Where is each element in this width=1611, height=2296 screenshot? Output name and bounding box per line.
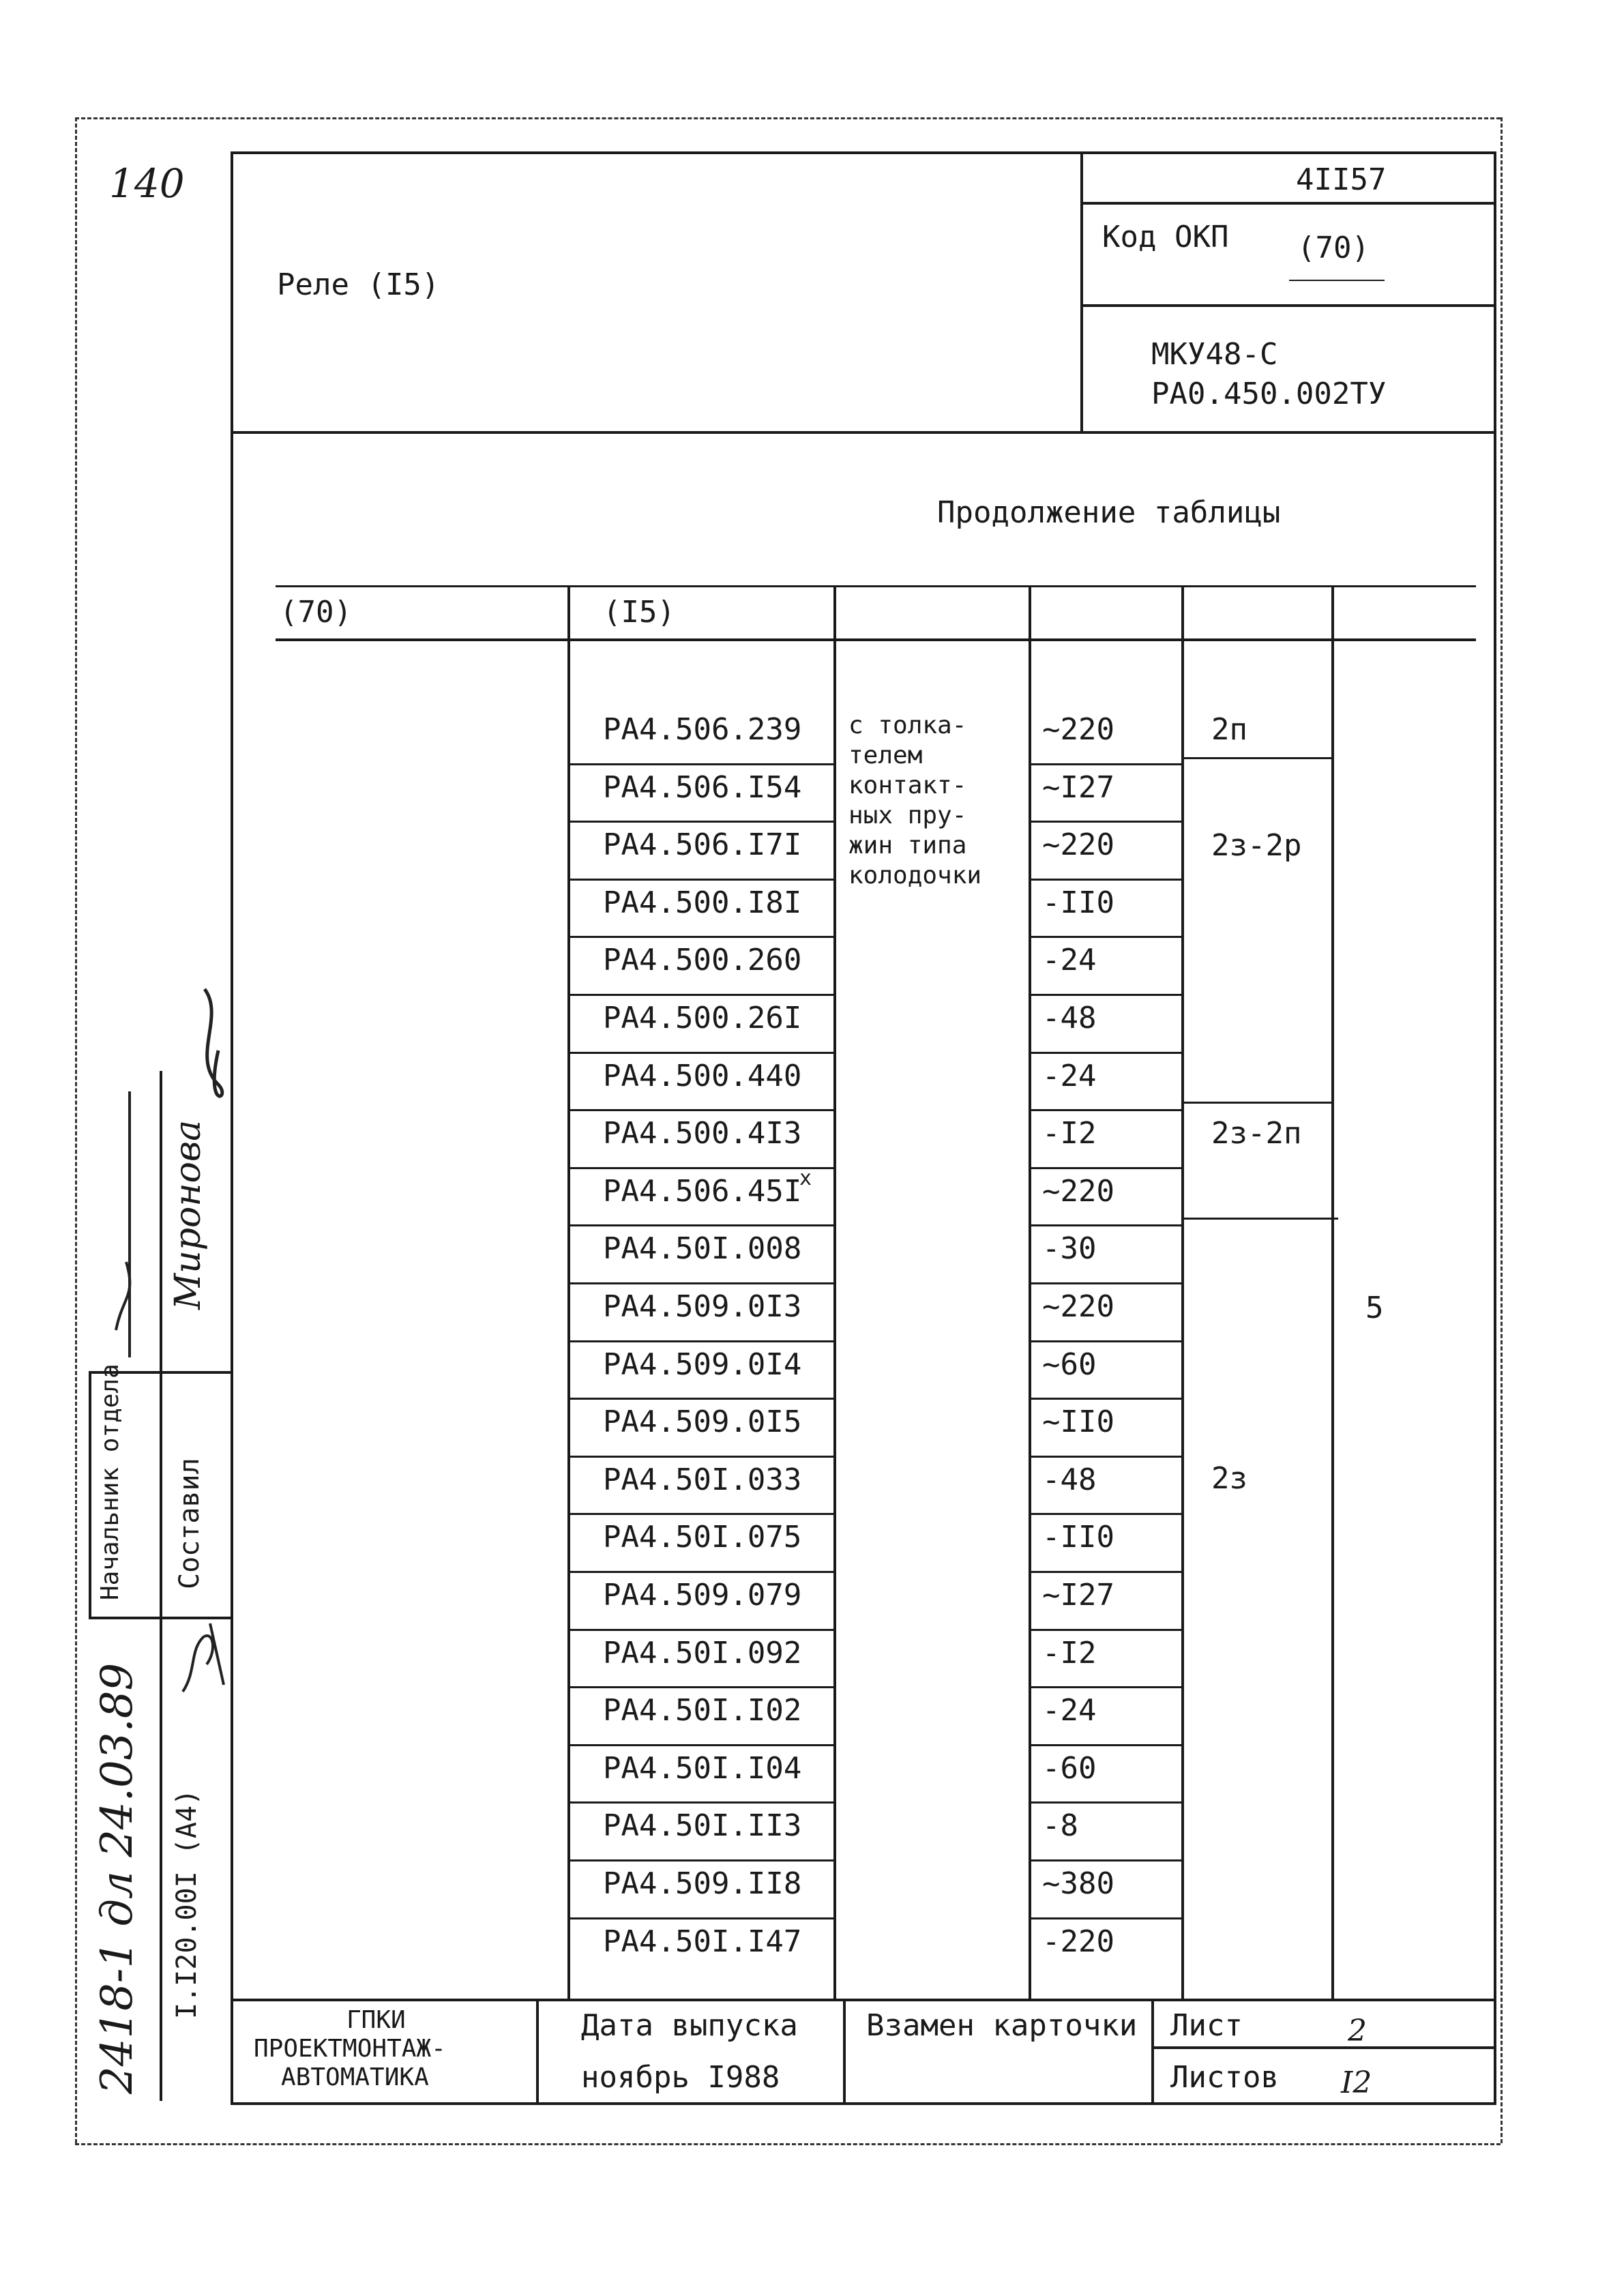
row-code: РА4.500.26I: [603, 1001, 802, 1035]
row-code: РА4.50I.II3: [603, 1808, 802, 1844]
row-voltage: -8: [1042, 1808, 1078, 1844]
col-line-1: [567, 585, 570, 1999]
row-line-voltage: [1029, 1109, 1181, 1111]
outer-frame-bottom: [75, 2143, 1501, 2145]
row-code: РА4.500.260: [603, 943, 802, 978]
row-code: РА4.509.0I4: [603, 1346, 802, 1382]
row-line-code: [567, 1513, 833, 1515]
row-line-voltage: [1029, 763, 1181, 765]
sheet-label: Лист: [1170, 2008, 1243, 2043]
footer-org-1: ГПКИ: [346, 2006, 406, 2034]
footer-sheet-line: [1151, 2046, 1496, 2049]
description-line: с толка-: [848, 711, 967, 739]
row-code: РА4.509.II8: [603, 1866, 802, 1901]
continuation-caption: Продолжение таблицы: [937, 495, 1281, 530]
row-voltage: ~220: [1042, 712, 1114, 747]
footer-col-1: [536, 1999, 539, 2105]
description-line: жин типа: [848, 831, 967, 859]
row-line-code: [567, 1686, 833, 1688]
description-line: телем: [848, 741, 923, 769]
row-line-voltage: [1029, 1224, 1181, 1226]
outer-frame-right: [1501, 117, 1503, 2143]
row-line-voltage: [1029, 1052, 1181, 1054]
row-voltage: -II0: [1042, 885, 1114, 920]
row-line-voltage: [1029, 1629, 1181, 1631]
row-voltage: -I2: [1042, 1116, 1097, 1151]
row-voltage: ~380: [1042, 1866, 1114, 1901]
row-code: РА4.50I.I04: [603, 1750, 802, 1786]
row-voltage: -24: [1042, 943, 1097, 978]
row-line-code: [567, 1744, 833, 1746]
row-superscript: x: [799, 1166, 812, 1190]
margin-line-outer: [89, 1371, 91, 1617]
row-code: РА4.509.0I5: [603, 1404, 802, 1440]
footer-col-3: [1151, 1999, 1154, 2105]
row-line-voltage: [1029, 879, 1181, 881]
row-line-code: [567, 1167, 833, 1169]
row-line-code: [567, 1340, 833, 1342]
signature-scribbles: [89, 975, 246, 1371]
sheets-label: Листов: [1170, 2060, 1279, 2095]
row-voltage: ~60: [1042, 1346, 1097, 1382]
okp-line: [1080, 304, 1496, 307]
okp-label: Код ОКП: [1102, 220, 1229, 254]
row-voltage: -24: [1042, 1693, 1097, 1728]
row-code: РА4.50I.I47: [603, 1924, 802, 1959]
group-value: 5: [1365, 1291, 1384, 1325]
row-line-code: [567, 936, 833, 938]
row-voltage: -I2: [1042, 1635, 1097, 1671]
row-voltage: -II0: [1042, 1520, 1114, 1555]
row-line-code: [567, 763, 833, 765]
row-voltage: -48: [1042, 1462, 1097, 1497]
row-line-voltage: [1029, 1859, 1181, 1861]
card-title: Реле (I5): [277, 267, 440, 302]
row-line-code: [567, 994, 833, 996]
description-line: ных пру-: [848, 801, 967, 829]
row-line-voltage: [1029, 1167, 1181, 1169]
outer-frame-left: [75, 117, 77, 2143]
row-line-voltage: [1029, 821, 1181, 823]
head-label: Начальник отдела: [96, 1364, 124, 1600]
header-divider: [1080, 151, 1083, 431]
contact-2p: 2п: [1211, 712, 1247, 747]
row-code: РА4.500.440: [603, 1058, 802, 1093]
contact-2z-2p: 2з-2п: [1211, 1116, 1302, 1151]
description-line: контакт-: [848, 771, 967, 799]
row-line-code: [567, 1052, 833, 1054]
header-col-70: (70): [280, 595, 352, 630]
header-col-15: (I5): [603, 595, 675, 630]
page-number: 140: [109, 160, 185, 207]
col-line-5: [1331, 585, 1334, 1999]
replaces-label: Взамен карточки: [866, 2008, 1138, 2043]
compiled-label: Составил: [174, 1458, 205, 1589]
table-header-line: [276, 638, 1476, 641]
card-frame: [231, 151, 1496, 2105]
row-code: РА4.500.I8I: [603, 885, 802, 920]
date-handwritten-note: 2418-1 дл 24.03.89: [92, 1662, 143, 2094]
footer-org-3: АВТОМАТИКА: [281, 2063, 429, 2091]
contacts-sep-1: [1181, 757, 1331, 759]
row-line-code: [567, 1917, 833, 1919]
row-line-voltage: [1029, 1340, 1181, 1342]
row-line-code: [567, 1224, 833, 1226]
row-line-voltage: [1029, 1686, 1181, 1688]
row-line-voltage: [1029, 1398, 1181, 1400]
row-voltage: -30: [1042, 1231, 1097, 1267]
contact-2z: 2з: [1211, 1461, 1247, 1496]
row-line-code: [567, 1109, 833, 1111]
row-line-code: [567, 1859, 833, 1861]
row-line-code: [567, 1801, 833, 1804]
row-code: РА4.509.0I3: [603, 1289, 802, 1324]
row-code: РА4.50I.008: [603, 1231, 802, 1267]
row-line-voltage: [1029, 1513, 1181, 1515]
row-line-code: [567, 1282, 833, 1284]
row-line-voltage: [1029, 1744, 1181, 1746]
format-note: I.I20.00I (А4): [171, 1789, 203, 2019]
row-voltage: ~220: [1042, 1289, 1114, 1324]
sheets-value: I2: [1341, 2065, 1372, 2100]
compiled-initials: [176, 1610, 231, 1705]
spec-line-2: РА0.450.002ТУ: [1151, 377, 1387, 411]
spec-line-1: МКУ48-С: [1151, 337, 1278, 372]
contacts-sep-3: [1181, 1218, 1338, 1220]
row-voltage: ~I27: [1042, 1578, 1114, 1613]
footer-top-line: [231, 1999, 1496, 2001]
row-code: РА4.506.I7I: [603, 827, 802, 863]
okp-code-underline: [1289, 280, 1385, 281]
row-voltage: ~I27: [1042, 769, 1114, 805]
row-code: РА4.506.45I: [603, 1173, 802, 1209]
row-line-voltage: [1029, 1917, 1181, 1919]
outer-frame-top: [75, 117, 1501, 119]
row-code: РА4.506.239: [603, 712, 802, 747]
okp-code: (70): [1297, 231, 1370, 265]
row-line-voltage: [1029, 994, 1181, 996]
row-voltage: -24: [1042, 1058, 1097, 1093]
row-voltage: -60: [1042, 1750, 1097, 1786]
issue-value: ноябрь I988: [581, 2060, 780, 2095]
issue-label: Дата выпуска: [581, 2008, 798, 2043]
contact-2z-2r: 2з-2р: [1211, 828, 1302, 863]
row-line-code: [567, 1571, 833, 1573]
row-voltage: ~II0: [1042, 1404, 1114, 1440]
doc-number: 4II57: [1296, 162, 1387, 197]
compiled-signature: Миронова: [168, 1119, 209, 1310]
table-top-line: [276, 585, 1476, 587]
row-voltage: -220: [1042, 1924, 1114, 1959]
row-code: РА4.50I.092: [603, 1635, 802, 1671]
row-voltage: ~220: [1042, 827, 1114, 863]
sheet-value: 2: [1348, 2014, 1367, 2048]
row-line-voltage: [1029, 936, 1181, 938]
row-line-voltage: [1029, 1456, 1181, 1458]
row-line-code: [567, 1629, 833, 1631]
row-line-voltage: [1029, 1282, 1181, 1284]
row-line-code: [567, 821, 833, 823]
signature-mark: [205, 989, 222, 1096]
row-line-code: [567, 1456, 833, 1458]
row-code: РА4.50I.033: [603, 1462, 802, 1497]
doc-number-line: [1080, 202, 1496, 205]
row-line-voltage: [1029, 1801, 1181, 1804]
row-code: РА4.509.079: [603, 1578, 802, 1613]
row-code: РА4.500.4I3: [603, 1116, 802, 1151]
footer-col-2: [843, 1999, 846, 2105]
head-signature: [116, 1091, 130, 1357]
contacts-sep-2: [1181, 1102, 1331, 1104]
row-code: РА4.506.I54: [603, 769, 802, 805]
row-line-voltage: [1029, 1571, 1181, 1573]
description-line: колодочки: [848, 862, 982, 889]
col-line-4: [1181, 585, 1184, 1999]
row-code: РА4.50I.075: [603, 1520, 802, 1555]
header-bottom-line: [231, 431, 1496, 434]
col-line-2: [833, 585, 836, 1999]
col-line-3: [1029, 585, 1031, 1999]
footer-org-2: ПРОЕКТМОНТАЖ-: [254, 2035, 446, 2063]
row-voltage: ~220: [1042, 1173, 1114, 1209]
row-line-code: [567, 1398, 833, 1400]
row-voltage: -48: [1042, 1001, 1097, 1035]
row-line-code: [567, 879, 833, 881]
row-code: РА4.50I.I02: [603, 1693, 802, 1728]
